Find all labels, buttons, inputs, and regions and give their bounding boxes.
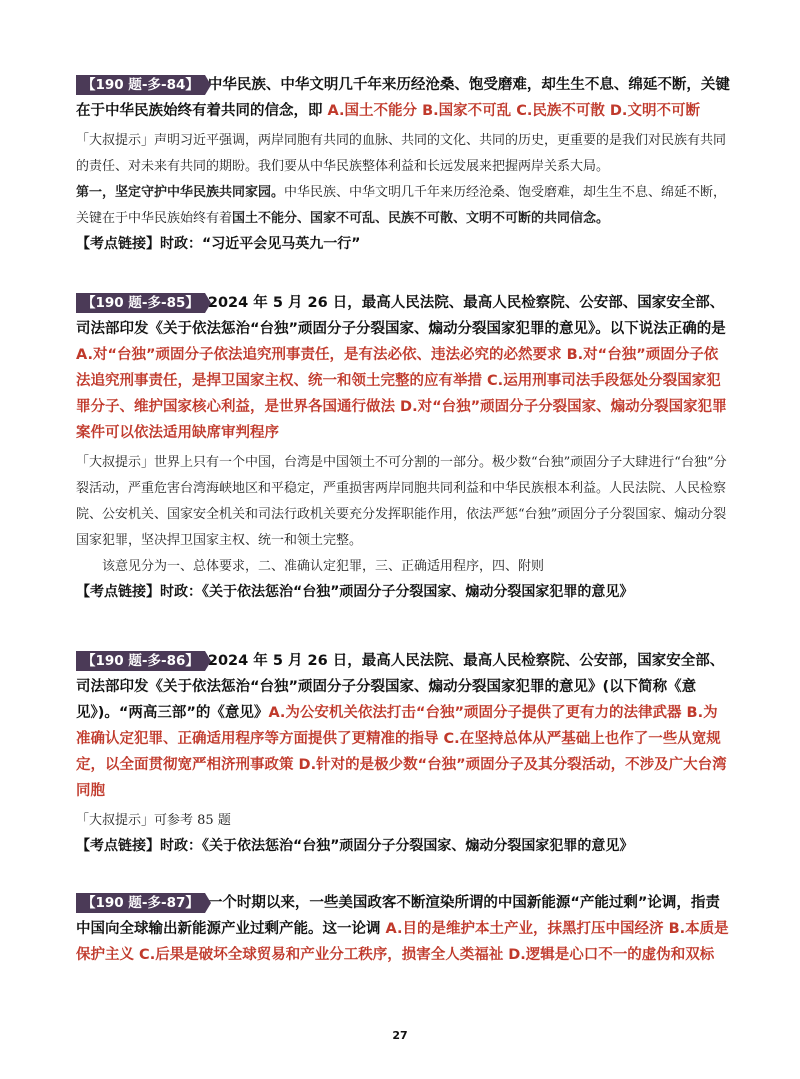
hint-paragraph	[76, 450, 732, 580]
question-87	[76, 890, 732, 968]
hint-text: 可参考 85 题	[154, 813, 231, 828]
hint-paragraph	[76, 128, 732, 232]
hint-bold-end: 国土不能分、国家不可乱、民族不可散、文明不可断的共同信念。	[232, 211, 610, 226]
hint-label: 「大叔提示」	[76, 813, 155, 828]
question-86	[76, 648, 732, 858]
question-84	[76, 72, 732, 256]
question-stem	[76, 72, 732, 124]
question-85	[76, 290, 732, 604]
answer-options: A.国土不能分 B.国家不可乱 C.民族不可散 D.文明不可断	[327, 103, 700, 119]
question-tag: 【190 题-多-86】	[76, 651, 205, 671]
answer-options: A.目的是维护本土产业，抹黑打压中国经济 B.本质是保护主义 C.后果是破坏全球贸易和产业分工秩序，损害全人类福祉 D.逻辑是心口不一的虚伪和双标	[76, 921, 729, 963]
hint-label: 「大叔提示」	[76, 455, 155, 470]
key-point-link: 【考点链接】时政：“习近平会见马英九一行”	[76, 236, 361, 252]
question-stem	[76, 890, 732, 968]
hint-extra: 该意见分为一、总体要求，二、准确认定犯罪，三、正确适用程序，四、附则	[102, 559, 545, 574]
question-stem	[76, 648, 732, 804]
key-point-link: 【考点链接】时政：《关于依法惩治“台独”顽固分子分裂国家、煽动分裂国家犯罪的意见》	[76, 584, 634, 600]
hint-bold-heading: 第一，坚定守护中华民族共同家园。	[76, 185, 285, 200]
hint-paragraph	[76, 808, 732, 834]
answer-options: A.为公安机关依法打击“台独”顽固分子提供了更有力的法律武器 B.为准确认定犯罪、正确适用程序等方面提供了更精准的指导 C.在坚持总体从严基础上也作了一些从宽规定，以全面贯彻宽严相济刑事政策 D.针对的是极少数“台独”顽固分子及其分裂活动，不涉及广大台湾同胞	[76, 705, 727, 799]
hint-text: 声明习近平强调，两岸同胞有共同的血脉、共同的文化、共同的历史，更重要的是我们对民族有共同的责任、对未来有共同的期盼。我们要从中华民族整体利益和长远发展来把握两岸关系大局。	[76, 133, 727, 174]
answer-options: A.对“台独”顽固分子依法追究刑事责任，是有法必依、违法必究的必然要求 B.对“台独”顽固分子依法追究刑事责任，是捍卫国家主权、统一和领土完整的应有举措 C.运用刑事司法手段惩处分裂国家犯罪分子、维护国家核心利益，是世界各国通行做法 D.对“台独”顽固分子分裂国家、煽动分裂国家犯罪案件可以依法适用缺席审判程序	[76, 347, 727, 441]
stem-text: 2024 年 5 月 26 日，最高人民法院、最高人民检察院、公安部、国家安全部、司法部印发《关于依法惩治“台独”顽固分子分裂国家、煽动分裂国家犯罪的意见》。以下说法正确的是	[76, 295, 726, 337]
stem-text: 一个时期以来，一些美国政客不断渲染所谓的中国新能源“产能过剩”论调，指责中国向全球输出新能源产业过剩产能。这一论调	[76, 895, 720, 937]
stem-text: 中华民族、中华文明几千年来历经沧桑、饱受磨难，却生生不息、绵延不断，关键在于中华民族始终有着共同的信念，即	[76, 77, 730, 119]
key-point-link: 【考点链接】时政：《关于依法惩治“台独”顽固分子分裂国家、煽动分裂国家犯罪的意见》	[76, 838, 634, 854]
page-number: 27	[392, 1029, 408, 1042]
stem-text: 2024 年 5 月 26 日，最高人民法院、最高人民检察院、公安部，国家安全部、司法部印发《关于依法惩治“台独”顽固分子分裂国家、煽动分裂国家犯罪的意见》(以下简称《意见》)。“两高三部”的《意见》	[76, 653, 725, 721]
question-tag: 【190 题-多-84】	[76, 75, 205, 95]
hint-text: 世界上只有一个中国，台湾是中国领土不可分割的一部分。极少数“台独”顽固分子大肆进行“台独”分裂活动，严重危害台湾海峡地区和平稳定，严重损害两岸同胞共同利益和中华民族根本利益。人民法院、人民检察院、公安机关、国家安全机关和司法行政机关要充分发挥职能作用，依法严惩“台独”顽固分子分裂国家、煽动分裂国家犯罪，坚决捍卫国家主权、统一和领土完整。	[76, 455, 727, 548]
question-tag: 【190 题-多-85】	[76, 293, 205, 313]
question-tag: 【190 题-多-87】	[76, 893, 205, 913]
hint-text-2: 中华民族、中华文明几千年来历经沧桑、饱受磨难，却生生不息、绵延不断，关键在于中华民族始终有着	[76, 185, 727, 226]
hint-label: 「大叔提示」	[76, 133, 155, 148]
question-stem	[76, 290, 732, 446]
